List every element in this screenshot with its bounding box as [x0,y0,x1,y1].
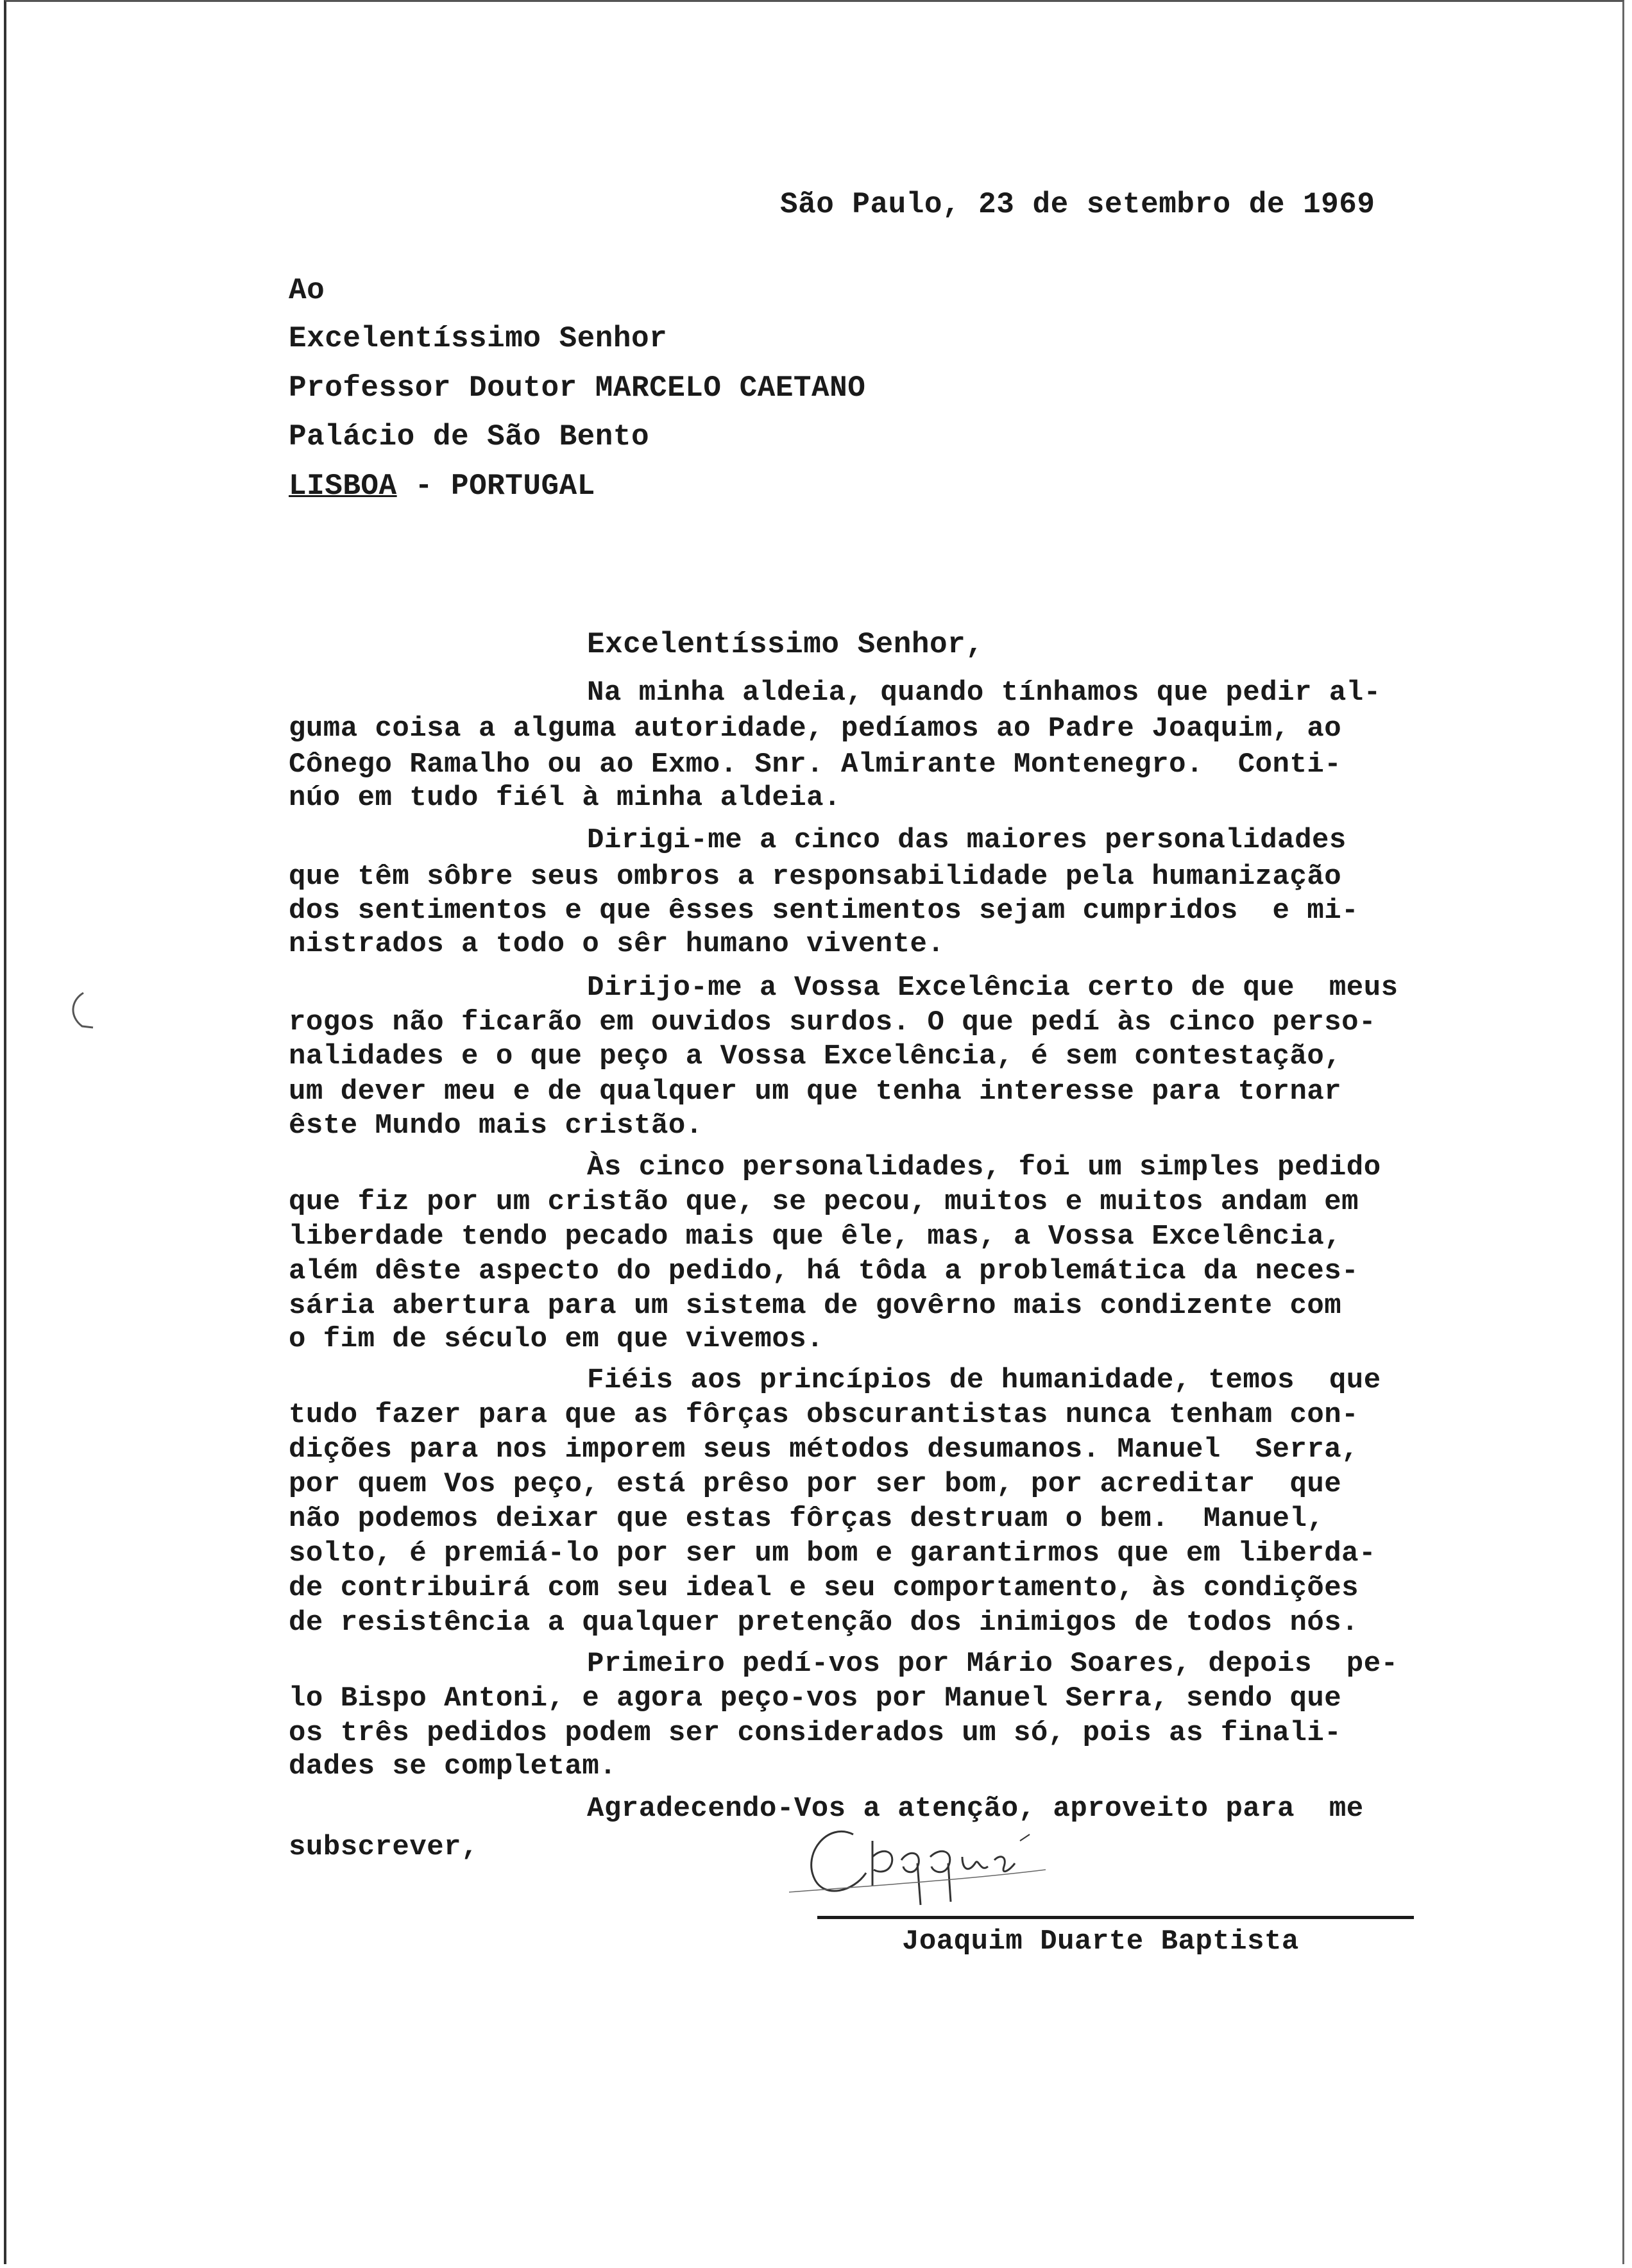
paragraph-2-line-2: que têm sôbre seus ombros a responsabilidade pela humanização [289,861,1342,893]
paragraph-5-line-2: tudo fazer para que as fôrças obscurantistas nunca tenham con- [289,1399,1359,1431]
paragraph-2-line-3: dos sentimentos e que êsses sentimentos sejam cumpridos e mi- [289,895,1359,927]
scan-mark-bracket [64,988,103,1033]
paragraph-5-line-8: de resistência a qualquer pretenção dos inimigos de todos nós. [289,1607,1359,1639]
paragraph-5-line-1: Fiéis aos princípios de humanidade, temos que [587,1364,1381,1396]
paragraph-4-line-1: Às cinco personalidades, foi um simples pedido [587,1151,1381,1183]
paragraph-4-line-2: que fiz por um cristão que, se pecou, muitos e muitos andam em [289,1186,1359,1218]
paragraph-1-line-4: núo em tudo fiél à minha aldeia. [289,782,841,814]
address-city: LISBOA [289,470,397,503]
paragraph-5-line-5: não podemos deixar que estas fôrças destruam o bem. Manuel, [289,1503,1325,1535]
closing-line-1: Agradecendo-Vos a atenção, aproveito para me [587,1793,1364,1825]
paragraph-6-line-3: os três pedidos podem ser considerados um só, pois as finali- [289,1717,1342,1749]
paragraph-4-line-4: além dêste aspecto do pedido, há tôda a problemática da neces- [289,1255,1359,1287]
address-line-title: Excelentíssimo Senhor [289,322,668,355]
salutation: Excelentíssimo Senhor, [587,628,984,661]
paragraph-1-line-1: Na minha aldeia, quando tínhamos que pedir al- [587,677,1381,709]
paragraph-5-line-7: de contribuirá com seu ideal e seu comportamento, às condições [289,1572,1359,1604]
paragraph-3-line-5: êste Mundo mais cristão. [289,1110,703,1142]
address-line-ao: Ao [289,274,325,307]
paragraph-6-line-1: Primeiro pedí-vos por Mário Soares, depois pe- [587,1648,1398,1680]
signature-line [817,1916,1414,1919]
handwritten-signature [776,1796,1135,1918]
paragraph-6-line-2: lo Bispo Antoni, e agora peço-vos por Manuel Serra, sendo que [289,1682,1342,1714]
closing-line-2: subscrever, [289,1831,479,1863]
paragraph-1-line-2: guma coisa a alguma autoridade, pedíamos ao Padre Joaquim, ao [289,713,1342,745]
paragraph-5-line-4: por quem Vos peço, está prêso por ser bom, por acreditar que [289,1468,1342,1500]
address-line-city [289,471,595,501]
paragraph-3-line-1: Dirijo-me a Vossa Excelência certo de que meus [587,972,1398,1004]
paragraph-3-line-3: nalidades e o que peço a Vossa Excelência, é sem contestação, [289,1040,1342,1072]
paragraph-4-line-6: o fim de século em que vivemos. [289,1323,824,1355]
paragraph-1-line-3: Cônego Ramalho ou ao Exmo. Snr. Almirante Montenegro. Conti- [289,749,1342,781]
paragraph-5-line-3: dições para nos imporem seus métodos desumanos. Manuel Serra, [289,1434,1359,1466]
letter-date: São Paulo, 23 de setembro de 1969 [780,188,1375,221]
address-country: - PORTUGAL [414,470,595,503]
paragraph-5-line-6: solto, é premiá-lo por ser um bom e garantirmos que em liberda- [289,1537,1376,1570]
paragraph-2-line-1: Dirigi-me a cinco das maiores personalidades [587,824,1347,856]
paragraph-6-line-4: dades se completam. [289,1750,617,1782]
paragraph-3-line-4: um dever meu e de qualquer um que tenha interesse para tornar [289,1076,1342,1108]
address-line-recipient: Professor Doutor MARCELO CAETANO [289,371,866,405]
signatory-name: Joaquim Duarte Baptista [902,1925,1299,1958]
paragraph-4-line-3: liberdade tendo pecado mais que êle, mas, a Vossa Excelência, [289,1221,1342,1253]
paragraph-4-line-5: sária abertura para um sistema de govêrno mais condizente com [289,1290,1342,1322]
paragraph-3-line-2: rogos não ficarão em ouvidos surdos. O que pedí às cinco perso- [289,1006,1376,1038]
paragraph-2-line-4: nistrados a todo o sêr humano vivente. [289,928,945,960]
address-line-palace: Palácio de São Bento [289,420,650,453]
